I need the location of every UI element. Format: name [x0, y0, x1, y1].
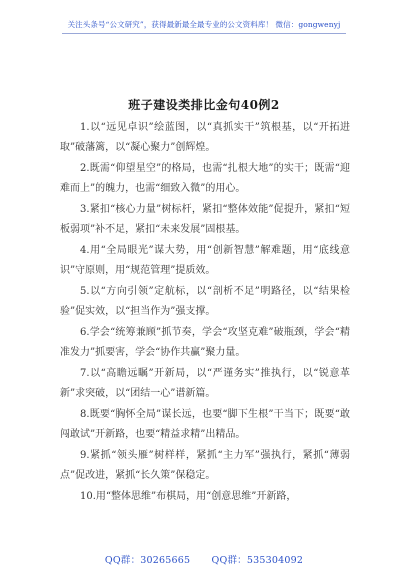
paragraph-9: 9.紧抓“领头雁”树样样，紧抓“主力军”强执行，紧抓“薄弱点”促改进，紧抓“长久策”保稳定。: [60, 450, 350, 482]
paragraph-4: 4.用“全局眼光”谋大势，用“创新智慧”解难题，用“底线意识”守原则，用“规范管理”提质效。: [60, 245, 350, 277]
footer-qq-groups: [0, 552, 408, 566]
header-promo-banner: 关注头条号“公文研究”，获得最新最全最专业的公文资料库！ 微信：gongwenyj: [67, 20, 341, 29]
paragraph-7: 7.以“高瞻远瞩”开新局，以“严谨务实”推执行，以“锐意革新”求突破，以“团结一心”谱新篇。: [60, 368, 350, 400]
paragraph-6: 6.学会“统筹兼顾”抓节奏，学会“攻坚克难”破瓶颈，学会“精准发力”抓要害，学会“协作共赢”聚力量。: [60, 327, 350, 359]
paragraph-3: 3.紧扣“核心力量”树标杆，紧扣“整体效能”促提升，紧扣“短板弱项”补不足，紧扣“未来发展”固根基。: [60, 204, 350, 236]
footer-qq-group-2: QQ群：535304092: [211, 555, 304, 566]
paragraph-8: 8.既要“胸怀全局”谋长远，也要“脚下生根”干当下；既要“敢闯敢试”开新路，也要“精益求精”出精品。: [60, 409, 350, 441]
paragraph-2: 2.既需“仰望星空”的格局，也需“扎根大地”的实干；既需“迎难而上”的魄力，也需“细致入微”的用心。: [60, 163, 350, 195]
paragraph-5: 5.以“方向引领”定航标，以“剖析不足”明路径，以“结果检验”促实效，以“担当作为”强支撑。: [60, 286, 350, 318]
document-body: [60, 118, 350, 508]
footer-qq-group-1: QQ群：30265665: [104, 555, 191, 566]
document-title: 班子建设类排比金句40例2: [128, 98, 280, 112]
header-divider: [62, 33, 346, 34]
paragraph-10: 10.用“整体思维”布棋局，用“创意思维”开新路，: [80, 491, 297, 502]
paragraph-1: 1.以“远见卓识”绘蓝图，以“真抓实干”筑根基，以“开拓进取”破藩篱，以“凝心聚力”创辉煌。: [60, 122, 350, 154]
